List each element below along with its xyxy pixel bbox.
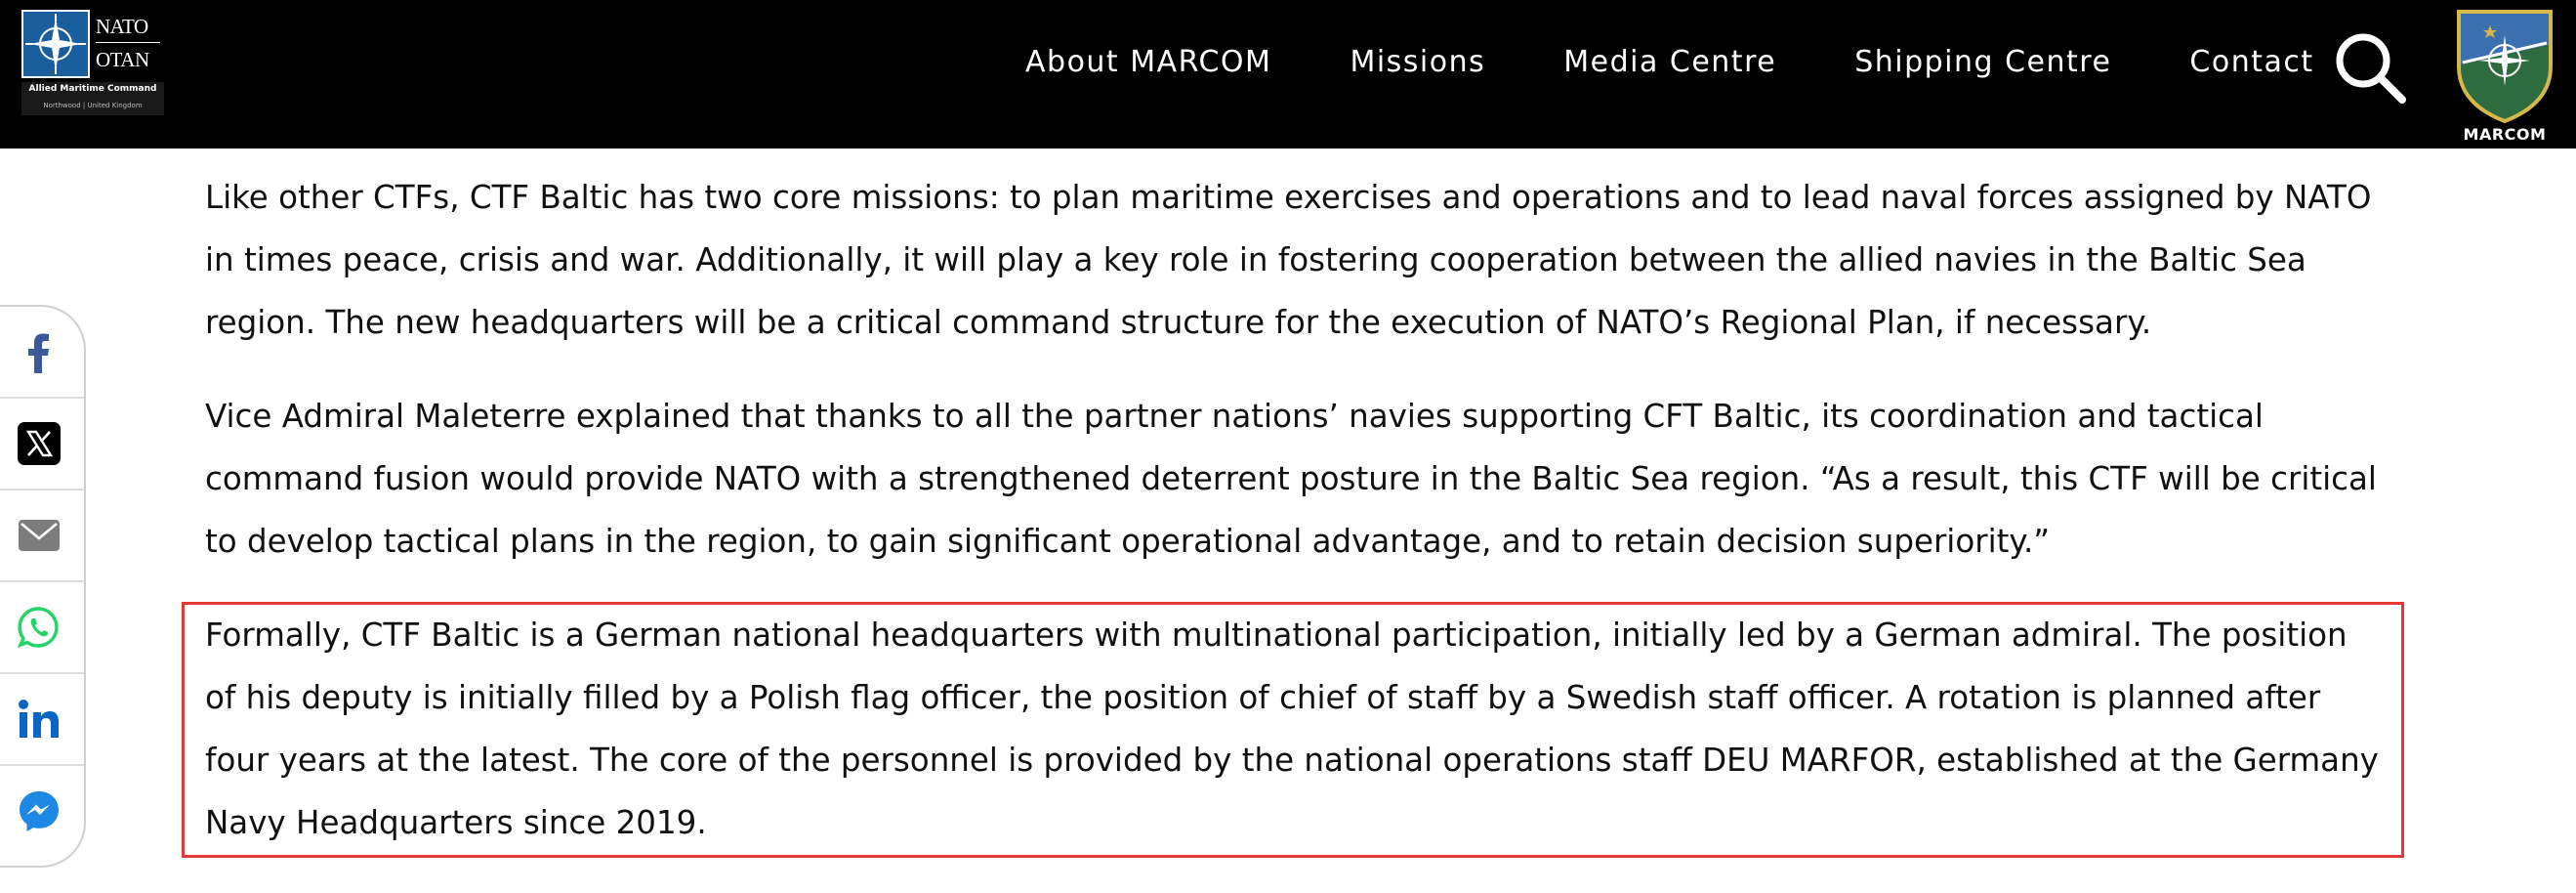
x-icon	[18, 422, 61, 465]
logo-nato-text: NATO	[96, 15, 148, 38]
logo-location-text: Northwood | United Kingdom	[43, 102, 143, 109]
nav-shipping-centre[interactable]: Shipping Centre	[1854, 45, 2112, 79]
share-messenger-button[interactable]	[0, 766, 84, 858]
article-body	[205, 166, 2381, 854]
marcom-crest-logo[interactable]	[2451, 6, 2558, 145]
facebook-icon	[18, 330, 61, 373]
article-paragraph-vice-admiral: Vice Admiral Maleterre explained that thanks to all the partner nations’ navies supporting CFT Baltic, its coordination and tactical command fusion would provide NATO with a strengthened deterrent posture in the Baltic Sea region. “As a result, this CTF will be critical to develop tactical plans in the region, to gain significant operational advantage, and to retain decision superiority.”	[205, 398, 2377, 560]
logo-otan-text: OTAN	[96, 48, 149, 71]
nav-media-centre[interactable]: Media Centre	[1563, 45, 1777, 79]
share-email-button[interactable]	[0, 490, 84, 582]
email-icon	[18, 514, 61, 557]
nav-missions[interactable]: Missions	[1350, 45, 1486, 79]
marcom-shield-icon	[2451, 6, 2558, 125]
logo-command-text: Allied Maritime Command	[28, 84, 157, 94]
whatsapp-icon	[18, 606, 61, 649]
search-button[interactable]	[2330, 27, 2408, 106]
search-icon	[2330, 27, 2408, 106]
share-facebook-button[interactable]	[0, 307, 84, 399]
nato-otan-logo[interactable]	[21, 10, 164, 115]
social-share-bar	[0, 305, 86, 868]
share-linkedin-button[interactable]	[0, 674, 84, 766]
crest-label: MARCOM	[2463, 125, 2547, 144]
logo-divider	[96, 42, 160, 43]
article-paragraph-ctf-missions: Like other CTFs, CTF Baltic has two core missions: to plan maritime exercises and operations and to lead naval forces assigned by NATO in times peace, crisis and war. Additionally, it will play a key role in fostering cooperation between the allied navies in the Baltic Sea region. The new headquarters will be a critical command structure for the execution of NATO’s Regional Plan, if necessary.	[205, 179, 2372, 341]
share-x-button[interactable]	[0, 399, 84, 490]
site-header	[0, 0, 2576, 149]
messenger-icon	[18, 789, 61, 832]
share-whatsapp-button[interactable]	[0, 582, 84, 674]
article-paragraph-formally: Formally, CTF Baltic is a German national headquarters with multinational participation, initially led by a German admiral. The position of his deputy is initially filled by a Polish flag officer, the position of chief of staff by a Swedish staff officer. A rotation is planned after four years at the latest. The core of the personnel is provided by the national operations staff DEU MARFOR, established at the Germany Navy Headquarters since 2019.	[205, 617, 2379, 841]
linkedin-icon	[18, 698, 61, 741]
nav-contact[interactable]: Contact	[2189, 45, 2314, 79]
nato-compass-emblem-icon	[21, 10, 90, 78]
nav-about-marcom[interactable]: About MARCOM	[1025, 45, 1272, 79]
main-navigation	[986, 41, 2314, 84]
